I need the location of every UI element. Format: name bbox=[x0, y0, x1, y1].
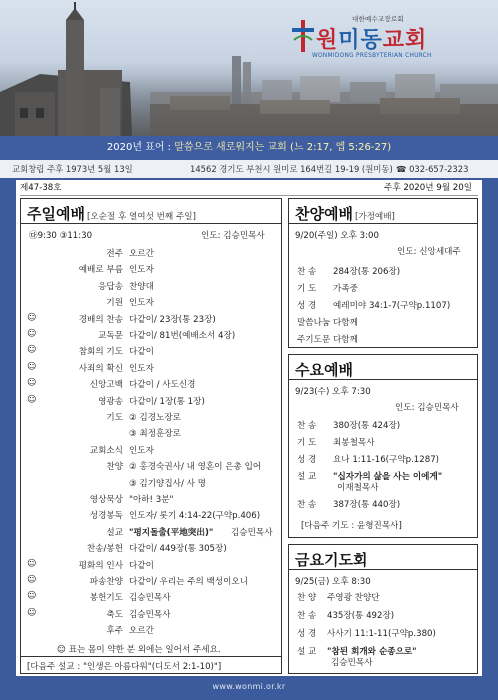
standing-mark-icon: ☺ bbox=[27, 558, 37, 569]
order-value: ③ 김기양집사/ 사 명 bbox=[129, 478, 206, 489]
church-logo bbox=[292, 14, 472, 62]
issue-number: 제47-38호 bbox=[20, 183, 62, 193]
next-week-prayer: [다음주 기도 : 윤형진목사] bbox=[301, 521, 402, 531]
sunday-worship-box bbox=[20, 198, 282, 674]
order-value: 다같이 / 사도신경 bbox=[129, 380, 196, 391]
order-value: 가족중 bbox=[333, 284, 358, 294]
order-label: 파송찬양 bbox=[89, 577, 123, 587]
church-name-english: WONMIDONG PRESBYTERIAN CHURCH bbox=[312, 53, 432, 59]
church-info-bar bbox=[0, 160, 498, 178]
sunday-worship-title: 주일예배 [오순절 후 열여섯 번째 주일] bbox=[27, 205, 196, 223]
praise-leader: 인도: 신앙세대주 bbox=[397, 247, 461, 257]
order-value: 김승민목사 bbox=[129, 593, 171, 604]
order-label: 기 도 bbox=[297, 438, 317, 448]
order-label: 참회의 기도 bbox=[78, 347, 123, 358]
order-value: 380장(통 424장) bbox=[333, 421, 401, 431]
order-label: 찬송/봉헌 bbox=[86, 544, 123, 555]
next-week-sermon: [다음주 설교 : "인생은 아름다워"(디도서 2:1-10)"] bbox=[27, 662, 222, 672]
standing-mark-icon: ☺ bbox=[27, 312, 37, 323]
order-value: 인도자 bbox=[129, 265, 154, 276]
preacher-name: 김승민목사 bbox=[331, 658, 373, 668]
standing-mark-icon: ☺ bbox=[27, 394, 37, 405]
order-value: 인도자 bbox=[129, 445, 154, 456]
order-label: 봉헌기도 bbox=[89, 593, 123, 604]
church-photo-header bbox=[0, 0, 498, 136]
order-value: ② 김경노장로 bbox=[129, 413, 181, 423]
order-label: 찬양 bbox=[106, 462, 123, 473]
standing-mark-icon: ☺ bbox=[27, 378, 37, 389]
order-label: 성 경 bbox=[297, 455, 317, 465]
order-label: 설 교 bbox=[297, 472, 317, 482]
friday-prayer-box bbox=[288, 544, 478, 674]
order-label: 찬 송 bbox=[297, 267, 317, 277]
standing-mark-icon: ☺ bbox=[27, 591, 37, 602]
order-label: 경배의 찬송 bbox=[78, 314, 123, 325]
order-value: 김승민목사 bbox=[129, 609, 171, 620]
order-label: 예배로 부름 bbox=[78, 265, 123, 276]
order-value: 387장(통 440장) bbox=[333, 500, 401, 510]
yearly-motto: 2020년 표어 : 말씀으로 새로워지는 교회 (느 2:17, 엡 5:26-27) bbox=[0, 136, 498, 160]
preacher-name: 이재철목사 bbox=[337, 483, 379, 493]
order-value: 다같이/ 우리는 주의 백성이오니 bbox=[129, 577, 249, 587]
church-address: 14562 경기도 부천시 원미로 164번길 19-19 (원미동) bbox=[190, 164, 393, 174]
order-value: 다같이/ 1장(통 1장) bbox=[129, 396, 205, 407]
order-value: 인도자/ 롯기 4:14-22(구약p.406) bbox=[129, 511, 261, 522]
wednesday-worship-box bbox=[288, 354, 478, 538]
order-label: 기도 bbox=[106, 413, 123, 423]
order-value: 찬양대 bbox=[129, 281, 154, 292]
issue-bar bbox=[20, 180, 478, 194]
wednesday-leader: 인도: 김승민목사 bbox=[395, 403, 459, 413]
cross-logo-icon bbox=[292, 20, 314, 52]
order-label: 축도 bbox=[106, 609, 123, 620]
order-value: 요나 1:11-16(구약p.1287) bbox=[333, 455, 440, 465]
praise-worship-box bbox=[288, 198, 478, 348]
order-label: 찬 양 bbox=[297, 593, 317, 603]
order-value: 오르간 bbox=[129, 249, 154, 259]
order-label: 성 경 bbox=[297, 301, 317, 311]
order-label: 전주 bbox=[106, 249, 123, 259]
order-label: 설교 bbox=[106, 527, 123, 538]
order-value: ③ 최정훈장로 bbox=[129, 429, 181, 440]
order-label: 찬 송 bbox=[297, 421, 317, 431]
order-value: 오르간 bbox=[129, 626, 154, 637]
order-value: 주영광 찬양단 bbox=[327, 593, 380, 603]
order-value: 다함께 bbox=[333, 335, 358, 345]
wednesday-time: 9/23(수) 오후 7:30 bbox=[295, 387, 371, 397]
standing-note: ☺ 표는 몸이 약한 분 외에는 일어서 주세요. bbox=[57, 645, 221, 655]
order-value: 사사기 11:1-11(구약p.380) bbox=[327, 629, 436, 639]
friday-time: 9/25(금) 오후 8:30 bbox=[295, 577, 371, 587]
praise-time: 9/20(주일) 오후 3:00 bbox=[295, 231, 379, 241]
wednesday-worship-title: 수요예배 bbox=[295, 361, 353, 379]
order-label: 기 도 bbox=[297, 284, 317, 294]
issue-date: 주후 2020년 9월 20일 bbox=[384, 183, 472, 193]
order-label: 신앙고백 bbox=[89, 380, 123, 391]
standing-mark-icon: ☺ bbox=[27, 345, 37, 356]
order-value: 다같이 bbox=[129, 347, 154, 358]
order-label: 평화의 인사 bbox=[78, 560, 123, 571]
order-label: 설 교 bbox=[297, 647, 317, 657]
order-label: 후주 bbox=[106, 626, 123, 637]
order-value: 다같이 bbox=[129, 560, 154, 571]
order-label: 성경봉독 bbox=[89, 511, 123, 522]
sunday-leader: 인도: 김승민목사 bbox=[201, 231, 265, 241]
order-value: 435장(통 492장) bbox=[327, 611, 395, 621]
denomination-text: 대한예수교장로회 bbox=[352, 15, 404, 23]
preacher-name: 김승민목사 bbox=[231, 527, 273, 538]
order-value: "아하! 3분" bbox=[129, 495, 174, 505]
website-url: www.wonmi.or.kr bbox=[212, 682, 286, 691]
order-value: 인도자 bbox=[129, 298, 154, 309]
order-label: 찬 송 bbox=[297, 500, 317, 510]
order-label: 교독문 bbox=[98, 331, 123, 341]
order-label: 사죄의 확신 bbox=[78, 363, 123, 374]
order-value: 284장(통 206장) bbox=[333, 267, 401, 277]
standing-mark-icon: ☺ bbox=[27, 575, 37, 585]
order-value: "평지돌출(平地突出)" bbox=[129, 527, 214, 538]
standing-mark-icon: ☺ bbox=[27, 361, 37, 372]
order-label: 말씀나눔 bbox=[297, 318, 331, 328]
order-value: 다같이/ 449장(통 305장) bbox=[129, 544, 227, 555]
church-phone: ☎ 032-657-2323 bbox=[396, 164, 469, 174]
order-value: 예레미야 34:1-7(구약p.1107) bbox=[333, 301, 451, 311]
order-label: 찬 송 bbox=[297, 611, 317, 621]
friday-prayer-title: 금요기도회 bbox=[295, 551, 368, 569]
order-value: ② 홍경숙권사/ 내 영혼이 은총 입어 bbox=[129, 462, 262, 473]
sunday-service-times: ㉰9:30 ③11:30 bbox=[29, 231, 93, 241]
order-label: 영상묵상 bbox=[89, 495, 123, 505]
order-value: "십자가의 삶을 사는 이에게" bbox=[333, 472, 443, 482]
order-value: 다함께 bbox=[333, 318, 358, 328]
order-label: 주기도문 bbox=[297, 335, 331, 345]
order-value: 인도자 bbox=[129, 363, 154, 374]
church-name: 원미동교회 bbox=[316, 28, 428, 53]
order-label: 응답송 bbox=[98, 281, 123, 292]
order-value: 최봉철목사 bbox=[333, 438, 375, 448]
founded-date: 교회창립 주후 1973년 5월 13일 bbox=[12, 164, 133, 174]
order-value: "참된 회개와 순종으로" bbox=[327, 647, 417, 657]
order-value: 다같이/ 23장(통 23장) bbox=[129, 314, 216, 325]
order-label: 교회소식 bbox=[89, 445, 123, 456]
standing-mark-icon: ☺ bbox=[27, 607, 37, 618]
order-label: 기원 bbox=[106, 298, 123, 309]
order-label: 영광송 bbox=[98, 396, 123, 407]
order-label: 성 경 bbox=[297, 629, 317, 639]
order-value: 다같이/ 81번(예배소서 4장) bbox=[129, 331, 236, 341]
standing-mark-icon: ☺ bbox=[27, 329, 37, 339]
praise-worship-title: 찬양예배 [가정예배] bbox=[295, 205, 395, 223]
